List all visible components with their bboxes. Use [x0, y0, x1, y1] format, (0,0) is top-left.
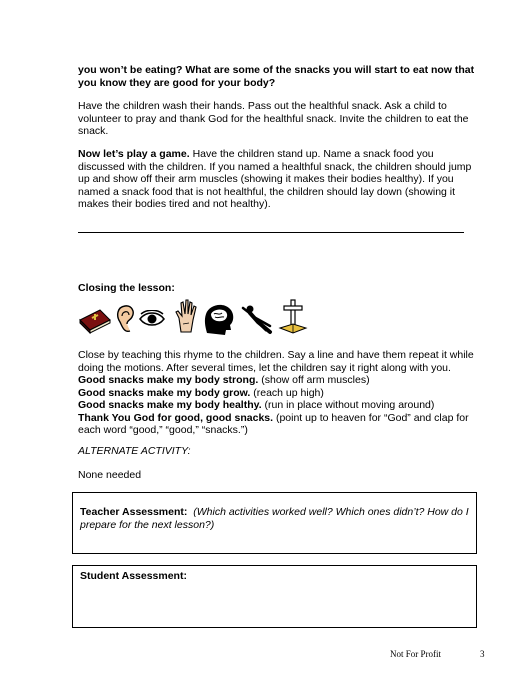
senses-icon-strip [78, 298, 318, 340]
head-brain-icon [202, 302, 236, 336]
rhyme-line: Good snacks make my body grow. (reach up high) [78, 386, 324, 399]
stretching-person-icon [240, 304, 274, 336]
cross-book-icon [278, 298, 308, 336]
divider-line [78, 232, 464, 233]
teacher-assessment-text [80, 506, 469, 531]
rhyme-intro: Close by teaching this rhyme to the children. Say a line and have them repeat it while doing the motions. After several times, let the children say it right along with you. [78, 349, 474, 374]
rhyme-line: Good snacks make my body healthy. (run in place without moving around) [78, 399, 435, 411]
game-text: Have the children stand up. Name a snack food you discussed with the children. If you named a healthful snack, the children should jump up and show off their arm muscles (showing it makes their bodies healthy). If you named a snack food that is not healthful, the children should lay down (showing it makes their bodies tired and not healthy). [78, 148, 472, 210]
teacher-assessment-box [72, 492, 477, 554]
student-assessment-label: Student Assessment: [80, 570, 187, 582]
alternate-heading: ALTERNATE ACTIVITY: [78, 445, 191, 457]
bible-icon [78, 306, 112, 334]
game-paragraph [78, 148, 476, 211]
page-number: 3 [480, 649, 485, 659]
intro-question: you won’t be eating? What are some of the snacks you will start to eat now that you know they are good for your body? [78, 64, 475, 89]
footer-text: Not For Profit [390, 649, 442, 659]
teacher-assessment-label: Teacher Assessment: [80, 506, 188, 518]
student-assessment-box [72, 565, 477, 628]
closing-heading: Closing the lesson: [78, 282, 175, 294]
ear-icon [114, 304, 136, 334]
game-lead: Now let’s play a game. [78, 148, 190, 160]
rhyme-line: Thank You God for good, good snacks. (point up to heaven for “God” and clap for each word “good,” “good,” “snacks.”) [78, 411, 469, 436]
rhyme-lines [78, 374, 476, 437]
rhyme-line: Good snacks make my body strong. (show off arm muscles) [78, 374, 370, 386]
hand-icon [174, 298, 200, 334]
eye-icon [138, 310, 166, 328]
teacher-assessment-prompt: (Which activities worked well? Which ones didn’t? How do I prepare for the next lesson?) [80, 506, 469, 531]
alternate-text: None needed [78, 469, 142, 481]
wash-paragraph: Have the children wash their hands. Pass out the healthful snack. Ask a child to volunteer to pray and thank God for the healthful snack. Invite the children to eat the snack. [78, 100, 469, 137]
